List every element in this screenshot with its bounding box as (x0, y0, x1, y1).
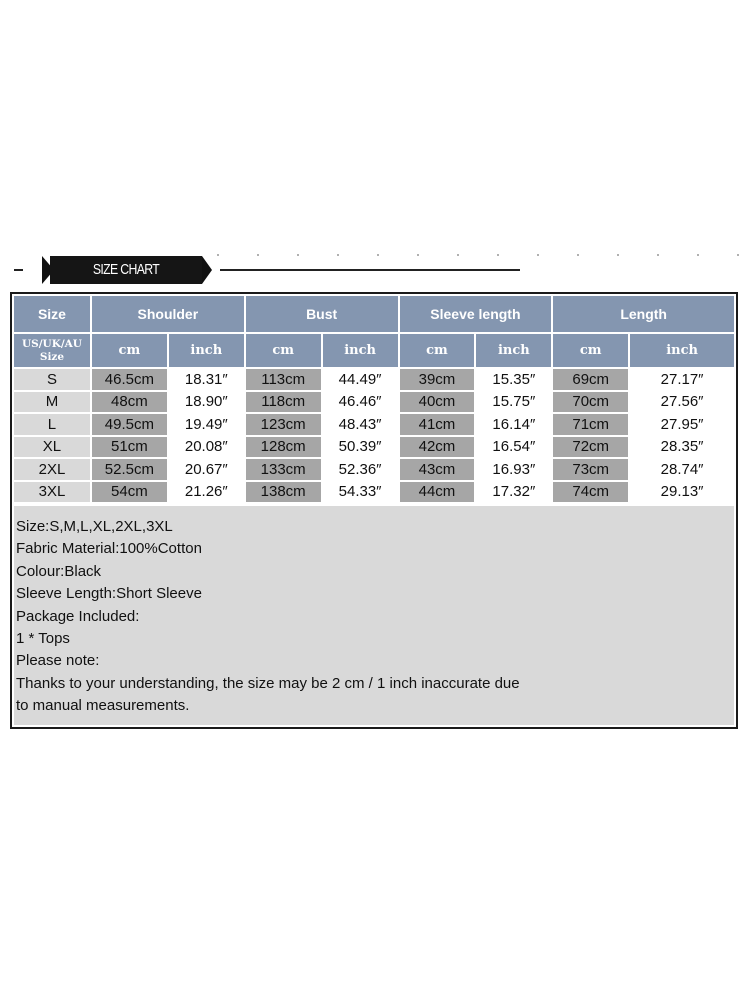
banner-dot (537, 254, 539, 256)
table-row (14, 413, 735, 436)
cell-shoulder-cm: 51cm (91, 436, 168, 459)
cell-bust-cm: 138cm (245, 481, 322, 504)
note-fabric: Fabric Material:100%Cotton (16, 540, 202, 558)
cell-shoulder-inch: 21.26″ (168, 481, 245, 504)
cell-sleeve-inch: 17.32″ (475, 481, 552, 504)
cell-bust-inch: 50.39″ (322, 436, 399, 459)
cell-length-inch: 28.35″ (629, 436, 735, 459)
cell-bust-inch: 54.33″ (322, 481, 399, 504)
banner-dot (577, 254, 579, 256)
banner-dot (337, 254, 339, 256)
cell-shoulder-inch: 20.08″ (168, 436, 245, 459)
cell-length-cm: 74cm (552, 481, 629, 504)
cell-length-cm: 69cm (552, 368, 629, 391)
banner-dot (697, 254, 699, 256)
header-shoulder: Shoulder (91, 296, 245, 333)
cell-sleeve-cm: 40cm (399, 391, 476, 414)
note-colour: Colour:Black (16, 562, 102, 580)
cell-shoulder-cm: 46.5cm (91, 368, 168, 391)
cell-size: 2XL (14, 458, 91, 481)
unit-sleeve-cm: cm (399, 333, 476, 368)
table-row (14, 458, 735, 481)
banner-dot (257, 254, 259, 256)
note-please-note: Please note: (16, 652, 100, 670)
unit-sleeve-inch: inch (475, 333, 552, 368)
banner-rule (220, 269, 520, 271)
banner-notch-right (202, 256, 212, 284)
unit-length-inch: inch (629, 333, 735, 368)
unit-bust-inch: inch (322, 333, 399, 368)
cell-size: L (14, 413, 91, 436)
cell-length-cm: 71cm (552, 413, 629, 436)
cell-length-inch: 27.17″ (629, 368, 735, 391)
cell-length-cm: 73cm (552, 458, 629, 481)
cell-bust-cm: 133cm (245, 458, 322, 481)
banner-tab (42, 256, 212, 284)
cell-shoulder-inch: 20.67″ (168, 458, 245, 481)
banner-dot (497, 254, 499, 256)
header-size: Size (14, 296, 91, 333)
cell-bust-cm: 123cm (245, 413, 322, 436)
note-accuracy-line1: Thanks to your understanding, the size may be 2 cm / 1 inch inaccurate due (16, 674, 520, 692)
cell-shoulder-inch: 18.90″ (168, 391, 245, 414)
cell-bust-inch: 48.43″ (322, 413, 399, 436)
note-package-heading: Package Included: (16, 607, 140, 625)
cell-sleeve-cm: 42cm (399, 436, 476, 459)
cell-sleeve-inch: 15.75″ (475, 391, 552, 414)
banner-dot (417, 254, 419, 256)
cell-length-inch: 28.74″ (629, 458, 735, 481)
cell-shoulder-inch: 18.31″ (168, 368, 245, 391)
header-sleeve-length: Sleeve length (399, 296, 553, 333)
cell-length-inch: 27.56″ (629, 391, 735, 414)
product-notes (14, 506, 734, 725)
cell-bust-cm: 118cm (245, 391, 322, 414)
group-header-row (14, 296, 735, 333)
unit-size-line1: US/UK/AU (21, 337, 82, 350)
cell-sleeve-cm: 43cm (399, 458, 476, 481)
notes-text (16, 516, 520, 718)
note-sleeve-length: Sleeve Length:Short Sleeve (16, 585, 202, 603)
table-row (14, 436, 735, 459)
banner-dot (377, 254, 379, 256)
banner-dash (14, 269, 23, 271)
cell-shoulder-inch: 19.49″ (168, 413, 245, 436)
cell-sleeve-inch: 16.54″ (475, 436, 552, 459)
cell-length-inch: 27.95″ (629, 413, 735, 436)
cell-shoulder-cm: 48cm (91, 391, 168, 414)
unit-shoulder-cm: cm (91, 333, 168, 368)
cell-size: 3XL (14, 481, 91, 504)
cell-size: S (14, 368, 91, 391)
cell-size: XL (14, 436, 91, 459)
unit-length-cm: cm (552, 333, 629, 368)
cell-bust-cm: 113cm (245, 368, 322, 391)
banner-dot (297, 254, 299, 256)
banner-dot (217, 254, 219, 256)
header-length: Length (552, 296, 735, 333)
unit-shoulder-inch: inch (168, 333, 245, 368)
cell-sleeve-inch: 16.93″ (475, 458, 552, 481)
note-accuracy-line2: to manual measurements. (16, 697, 190, 715)
unit-header-row (14, 333, 735, 368)
banner-dot (457, 254, 459, 256)
cell-shoulder-cm: 54cm (91, 481, 168, 504)
cell-bust-inch: 46.46″ (322, 391, 399, 414)
cell-sleeve-cm: 39cm (399, 368, 476, 391)
cell-sleeve-cm: 44cm (399, 481, 476, 504)
cell-length-cm: 70cm (552, 391, 629, 414)
table-row (14, 481, 735, 504)
cell-length-cm: 72cm (552, 436, 629, 459)
banner-dot (737, 254, 739, 256)
cell-shoulder-cm: 52.5cm (91, 458, 168, 481)
header-bust: Bust (245, 296, 399, 333)
cell-length-inch: 29.13″ (629, 481, 735, 504)
unit-size-line2: Size (39, 350, 65, 363)
cell-sleeve-inch: 15.35″ (475, 368, 552, 391)
note-sizes: Size:S,M,L,XL,2XL,3XL (16, 518, 173, 535)
cell-bust-cm: 128cm (245, 436, 322, 459)
table-row (14, 391, 735, 414)
cell-bust-inch: 52.36″ (322, 458, 399, 481)
unit-bust-cm: cm (245, 333, 322, 368)
cell-size: M (14, 391, 91, 414)
cell-shoulder-cm: 49.5cm (91, 413, 168, 436)
size-table (14, 296, 736, 504)
cell-sleeve-inch: 16.14″ (475, 413, 552, 436)
size-chart-banner (12, 254, 532, 286)
banner-dot (657, 254, 659, 256)
cell-bust-inch: 44.49″ (322, 368, 399, 391)
banner-dot (617, 254, 619, 256)
note-package-item: 1 * Tops (16, 630, 70, 648)
cell-sleeve-cm: 41cm (399, 413, 476, 436)
banner-title: SIZE CHART (92, 261, 160, 278)
size-chart-sheet (10, 292, 738, 729)
unit-size-label (14, 333, 91, 368)
table-row (14, 368, 735, 391)
